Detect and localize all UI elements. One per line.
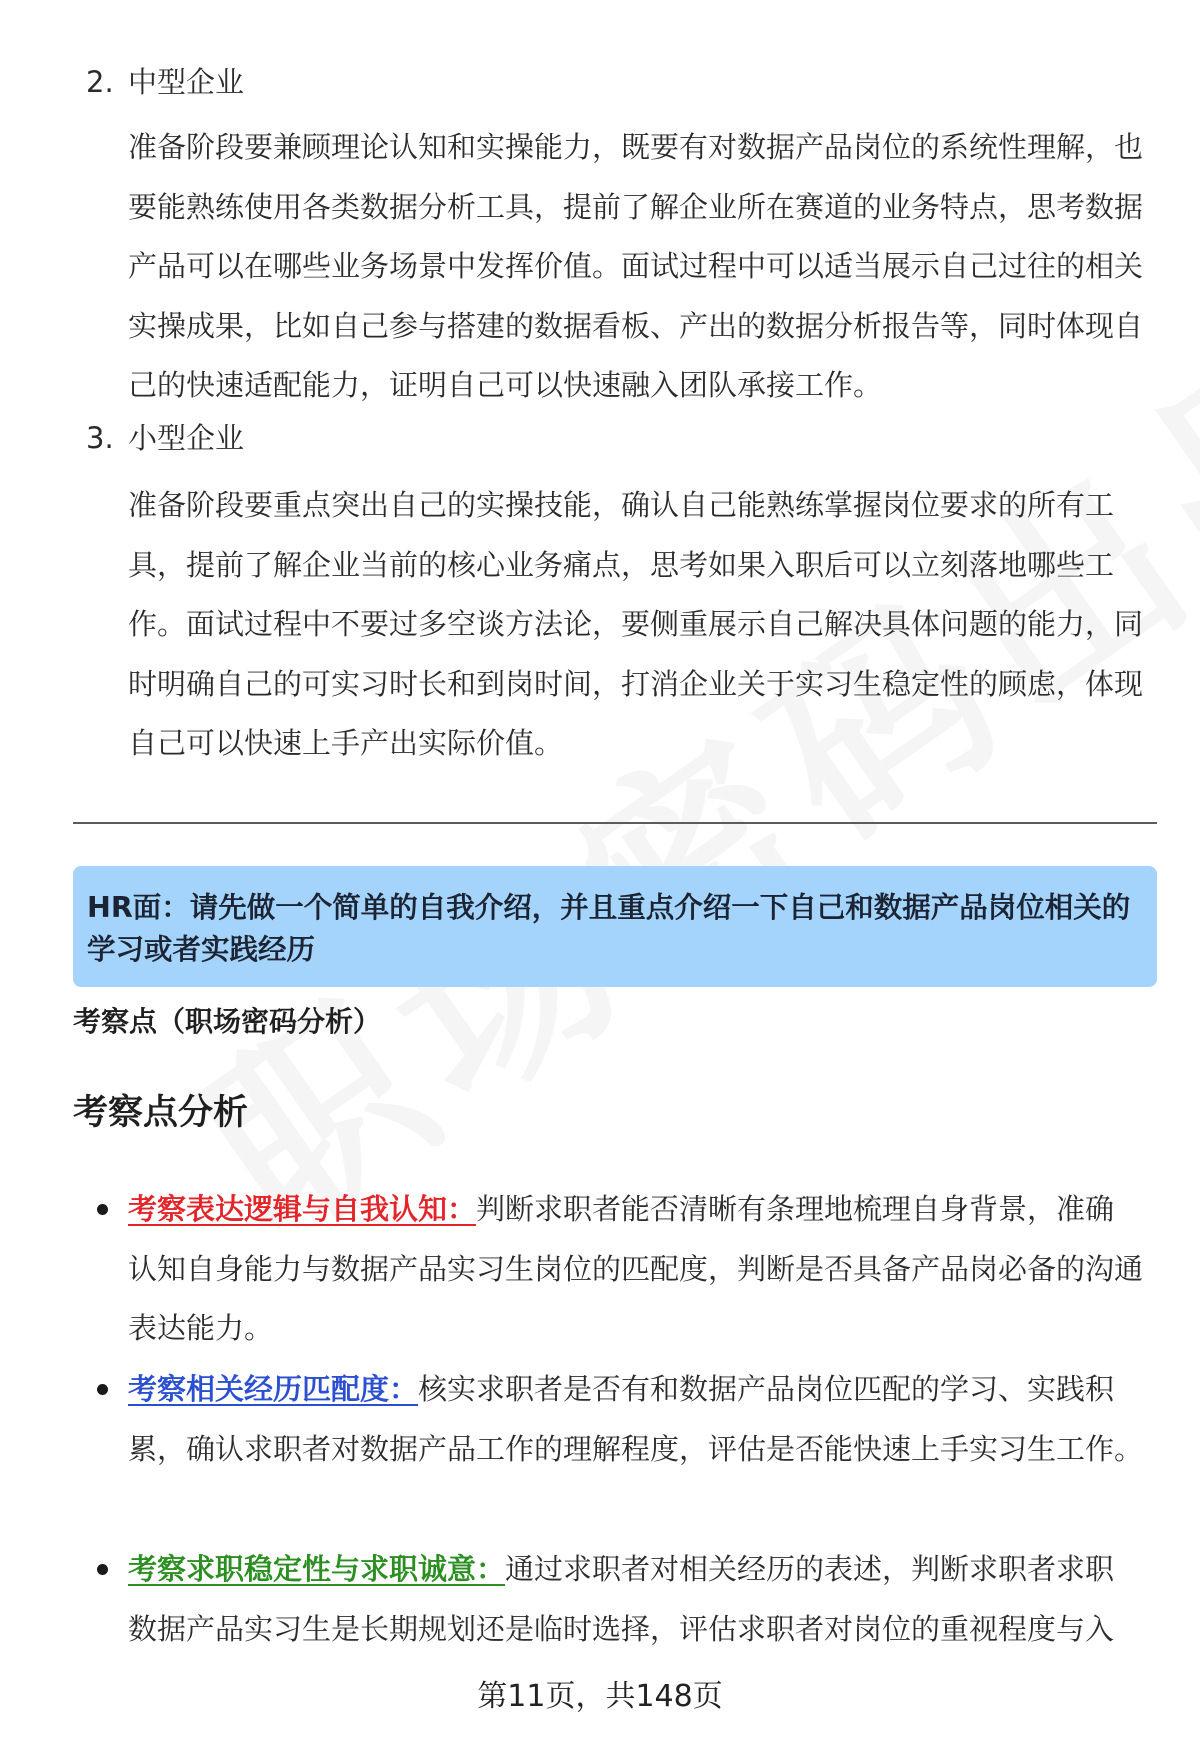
list-item-paragraph: 准备阶段要重点突出自己的实操技能，确认自己能熟练掌握岗位要求的所有工具，提前了解企业当前的核心业务痛点，思考如果入职后可以立刻落地哪些工作。面试过程中不要过多空谈方法论，要侧重展示自己解决具体问题的能力，同时明确自己的可实习时长和到岗时间，打消企业关于实习生稳定性的顾虑，体现自己可以快速上手产出实际价值。 xyxy=(128,488,1144,760)
bullet-keyword-link[interactable]: 考察表达逻辑与自我认知： xyxy=(128,1192,477,1226)
bullet-dot xyxy=(97,1564,108,1575)
question-text: HR面：请先做一个简单的自我介绍，并且重点介绍一下自己和数据产品岗位相关的学习或者实践经历 xyxy=(87,891,1131,966)
list-item-number: 3. xyxy=(86,421,114,455)
page-number: 第11页，共148页 xyxy=(477,1679,723,1714)
bullet-item xyxy=(128,1360,1143,1479)
bullet-item xyxy=(128,1180,1143,1359)
section-title: 考察点分析 xyxy=(73,1093,249,1133)
list-item-title: 小型企业 xyxy=(128,421,245,455)
bullet-text: 判断求职者能否清晰有条理地梳理自身背景，准确认知自身能力与数据产品实习生岗位的匹配度，判断是否具备产品岗必备的沟通表达能力。 xyxy=(128,1192,1144,1345)
bullet-keyword-link[interactable]: 考察求职稳定性与求职诚意： xyxy=(128,1552,506,1586)
bullet-text: 通过求职者对相关经历的表述，判断求职者求职数据产品实习生是长期规划还是临时选择，评估求职者对岗位的重视程度与入 xyxy=(128,1552,1115,1646)
list-item-heading xyxy=(86,62,244,102)
list-item-heading xyxy=(86,418,244,458)
bullet-keyword-link[interactable]: 考察相关经历匹配度： xyxy=(128,1372,419,1406)
bullet-text: 核实求职者是否有和数据产品岗位匹配的学习、实践积累，确认求职者对数据产品工作的理解程度，评估是否能快速上手实习生工作。 xyxy=(128,1372,1144,1466)
divider xyxy=(73,822,1157,824)
list-item-paragraph: 准备阶段要兼顾理论认知和实操能力，既要有对数据产品岗位的系统性理解，也要能熟练使用各类数据分析工具，提前了解企业所在赛道的业务特点，思考数据产品可以在哪些业务场景中发挥价值。面试过程中可以适当展示自己过往的相关实操成果，比如自己参与搭建的数据看板、产出的数据分析报告等，同时体现自己的快速适配能力，证明自己可以快速融入团队承接工作。 xyxy=(128,130,1144,402)
list-item-number: 2. xyxy=(86,65,114,99)
list-item-title: 中型企业 xyxy=(128,65,245,99)
bullet-dot xyxy=(97,1204,108,1215)
question-box xyxy=(73,866,1157,987)
analysis-subheading: 考察点（职场密码分析） xyxy=(73,1005,382,1038)
bullet-dot xyxy=(97,1384,108,1395)
bullet-item xyxy=(128,1540,1143,1659)
